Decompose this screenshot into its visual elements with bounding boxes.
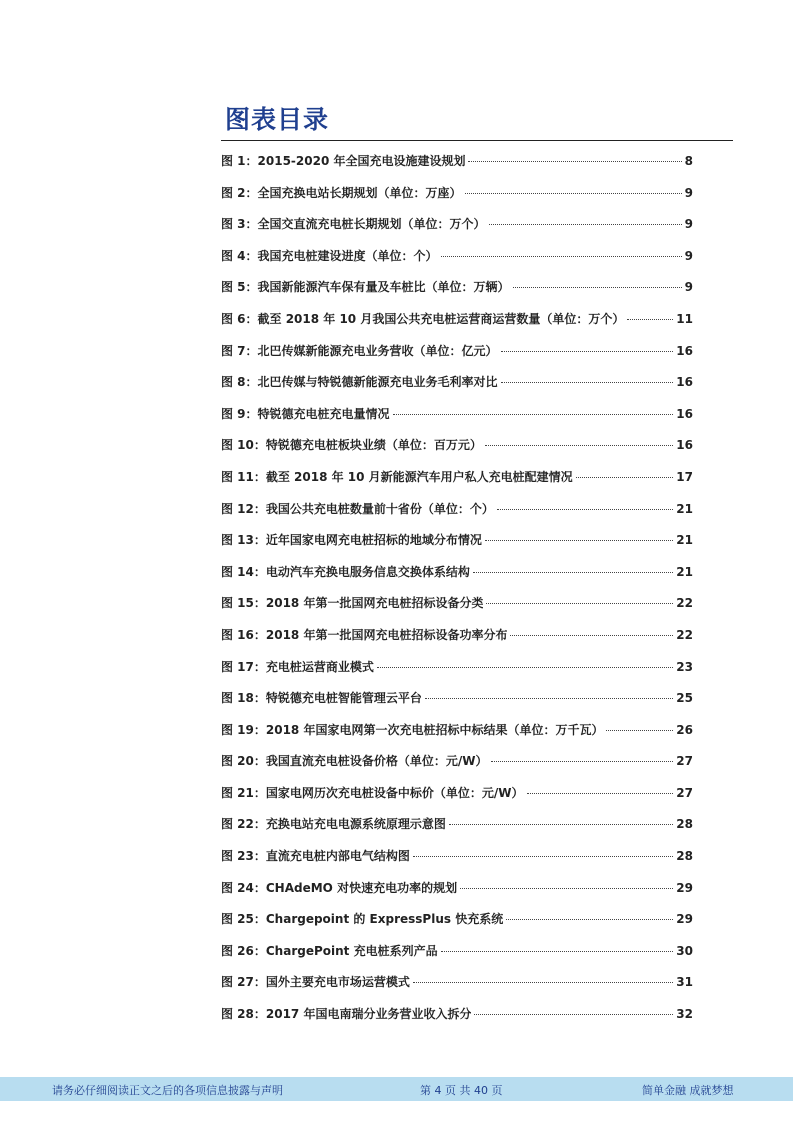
footer-disclaimer: 请务必仔细阅读正文之后的各项信息披露与声明 (52, 1084, 283, 1097)
toc-entry[interactable] (221, 184, 693, 216)
toc-leader-dots (413, 982, 673, 983)
toc-entry[interactable] (221, 342, 693, 374)
toc-leader-dots (491, 761, 674, 762)
toc-leader-dots (441, 951, 674, 952)
toc-leader-dots (449, 824, 673, 825)
toc-leader-dots (501, 351, 674, 352)
toc-leader-dots (627, 319, 673, 320)
toc-entry-label: 图 21：国家电网历次充电桩设备中标价（单位：元/W） (221, 785, 524, 800)
toc-entry-page: 21 (676, 533, 693, 548)
toc-entry-label: 图 4：我国充电桩建设进度（单位：个） (221, 248, 438, 263)
toc-entry[interactable] (221, 247, 693, 279)
toc-leader-dots (377, 667, 673, 668)
toc-entry[interactable] (221, 626, 693, 658)
toc-entry-page: 8 (684, 154, 693, 168)
toc-entry-label: 图 23：直流充电桩内部电气结构图 (221, 849, 410, 864)
toc-leader-dots (393, 414, 674, 415)
toc-leader-dots (497, 509, 673, 510)
toc-entry[interactable] (221, 436, 693, 468)
toc-entry-page: 22 (676, 627, 693, 642)
toc-entry-page: 23 (676, 659, 693, 674)
toc-entry-label: 图 24：CHAdeMO 对快速充电功率的规划 (221, 880, 458, 895)
toc-entry-label: 图 1：2015-2020 年全国充电设施建设规划 (221, 154, 466, 168)
toc-entry-label: 图 25：Chargepoint 的 ExpressPlus 快充系统 (221, 912, 504, 927)
toc-entry-page: 27 (676, 754, 693, 769)
toc-entry[interactable] (221, 752, 693, 784)
toc-entry-page: 25 (676, 691, 693, 706)
toc-leader-dots (485, 445, 673, 446)
toc-entry[interactable] (221, 563, 693, 595)
toc-entry-page: 32 (676, 1007, 693, 1022)
toc-leader-dots (501, 382, 674, 383)
toc-leader-dots (474, 1014, 673, 1015)
toc-leader-dots (489, 224, 682, 225)
toc-entry-page: 16 (676, 375, 693, 390)
toc-entry-page: 29 (676, 912, 693, 927)
toc-entry[interactable] (221, 973, 693, 1005)
toc-entry-page: 26 (676, 722, 693, 737)
page-footer (0, 1077, 793, 1101)
page-title: 图表目录 (225, 105, 330, 134)
toc-entry[interactable] (221, 658, 693, 690)
toc-entry-label: 图 11：截至 2018 年 10 月新能源汽车用户私人充电桩配建情况 (221, 469, 573, 484)
toc-entry-label: 图 14：电动汽车充换电服务信息交换体系结构 (221, 564, 470, 579)
toc-entry-page: 29 (676, 880, 693, 895)
toc-leader-dots (576, 477, 674, 478)
toc-entry-label: 图 9：特锐德充电桩充电量情况 (221, 406, 390, 421)
toc-entry-label: 图 19：2018 年国家电网第一次充电桩招标中标结果（单位：万千瓦） (221, 722, 604, 737)
toc-entry-page: 30 (676, 943, 693, 958)
toc-entry[interactable] (221, 815, 693, 847)
toc-entry-label: 图 16：2018 年第一批国网充电桩招标设备功率分布 (221, 627, 508, 642)
toc-entry-label: 图 13：近年国家电网充电桩招标的地域分布情况 (221, 533, 482, 548)
toc-entry-page: 16 (676, 438, 693, 453)
toc-entry[interactable] (221, 942, 693, 974)
toc-entry-page: 9 (684, 280, 693, 295)
toc-leader-dots (486, 603, 673, 604)
title-divider (221, 140, 733, 141)
toc-entry-label: 图 12：我国公共充电桩数量前十省份（单位：个） (221, 501, 494, 516)
toc-leader-dots (441, 256, 682, 257)
toc-entry[interactable] (221, 152, 693, 184)
toc-entry[interactable] (221, 278, 693, 310)
toc-entry-page: 28 (676, 849, 693, 864)
toc-entry-label: 图 15：2018 年第一批国网充电桩招标设备分类 (221, 596, 484, 611)
toc-leader-dots (506, 919, 673, 920)
toc-entry-label: 图 26：ChargePoint 充电桩系列产品 (221, 943, 438, 958)
toc-entry-label: 图 20：我国直流充电桩设备价格（单位：元/W） (221, 754, 488, 769)
toc-leader-dots (413, 856, 673, 857)
footer-slogan: 简单金融 成就梦想 (642, 1084, 734, 1097)
toc-entry[interactable] (221, 373, 693, 405)
toc-entry-label: 图 27：国外主要充电市场运营模式 (221, 975, 410, 990)
toc-entry-label: 图 22：充换电站充电电源系统原理示意图 (221, 817, 446, 832)
toc-leader-dots (485, 540, 673, 541)
toc-entry-page: 21 (676, 564, 693, 579)
toc-entry-page: 27 (676, 785, 693, 800)
toc-entry[interactable] (221, 879, 693, 911)
toc-entry[interactable] (221, 910, 693, 942)
footer-page-number: 第 4 页 共 40 页 (420, 1084, 503, 1097)
toc-entry-page: 17 (676, 469, 693, 484)
toc-entry[interactable] (221, 594, 693, 626)
toc-entry-page: 11 (676, 311, 693, 326)
toc-entry[interactable] (221, 721, 693, 753)
toc-leader-dots (513, 287, 682, 288)
toc-leader-dots (425, 698, 673, 699)
toc-entry[interactable] (221, 531, 693, 563)
toc-entry[interactable] (221, 847, 693, 879)
toc-entry[interactable] (221, 215, 693, 247)
toc-entry-label: 图 2：全国充换电站长期规划（单位：万座） (221, 185, 462, 200)
toc-entry-label: 图 5：我国新能源汽车保有量及车桩比（单位：万辆） (221, 280, 510, 295)
figure-list (221, 152, 693, 1037)
toc-entry-label: 图 8：北巴传媒与特锐德新能源充电业务毛利率对比 (221, 375, 498, 390)
toc-entry-label: 图 28：2017 年国电南瑞分业务营业收入拆分 (221, 1007, 472, 1022)
toc-entry-label: 图 18：特锐德充电桩智能管理云平台 (221, 691, 422, 706)
toc-leader-dots (473, 572, 673, 573)
toc-entry-label: 图 7：北巴传媒新能源充电业务营收（单位：亿元） (221, 343, 498, 358)
toc-entry[interactable] (221, 468, 693, 500)
toc-entry-page: 28 (676, 817, 693, 832)
toc-entry[interactable] (221, 405, 693, 437)
toc-entry-page: 21 (676, 501, 693, 516)
toc-entry-page: 9 (684, 248, 693, 263)
toc-entry-page: 9 (684, 217, 693, 232)
toc-leader-dots (510, 635, 673, 636)
toc-entry-page: 9 (684, 185, 693, 200)
toc-entry-page: 31 (676, 975, 693, 990)
toc-entry-label: 图 17：充电桩运营商业模式 (221, 659, 374, 674)
toc-entry[interactable] (221, 310, 693, 342)
toc-entry[interactable] (221, 1005, 693, 1037)
toc-leader-dots (468, 161, 681, 162)
toc-entry-label: 图 10：特锐德充电桩板块业绩（单位：百万元） (221, 438, 482, 453)
toc-leader-dots (460, 888, 673, 889)
toc-entry-page: 22 (676, 596, 693, 611)
toc-leader-dots (465, 193, 682, 194)
toc-entry-page: 16 (676, 406, 693, 421)
toc-entry-page: 16 (676, 343, 693, 358)
toc-leader-dots (606, 730, 673, 731)
toc-leader-dots (527, 793, 674, 794)
toc-entry[interactable] (221, 689, 693, 721)
toc-entry[interactable] (221, 500, 693, 532)
toc-entry-label: 图 3：全国交直流充电桩长期规划（单位：万个） (221, 217, 486, 232)
toc-entry[interactable] (221, 784, 693, 816)
toc-entry-label: 图 6：截至 2018 年 10 月我国公共充电桩运营商运营数量（单位：万个） (221, 311, 625, 326)
